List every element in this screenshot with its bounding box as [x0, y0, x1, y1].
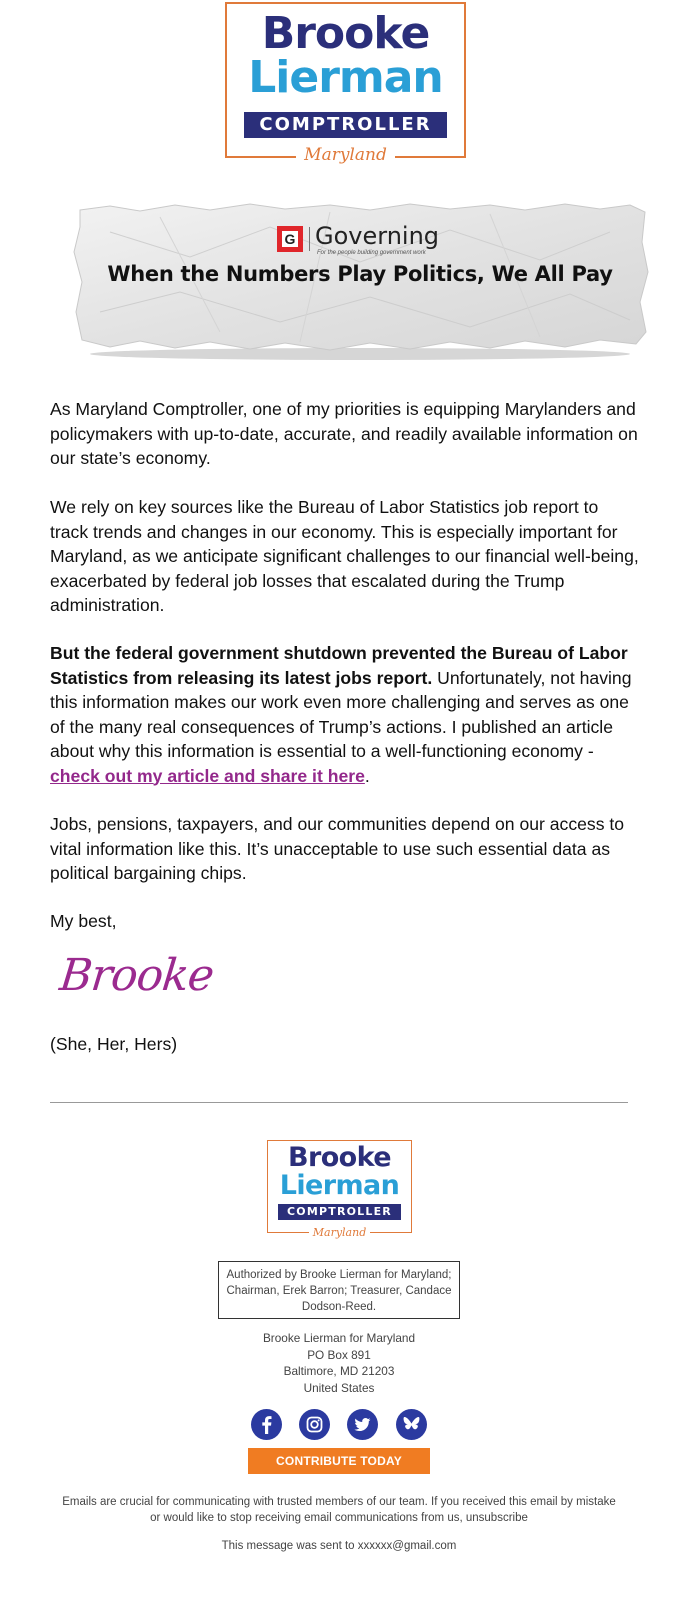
article-link[interactable]: check out my article and share it here: [50, 765, 365, 786]
article-banner[interactable]: [70, 202, 650, 362]
unsubscribe-link[interactable]: unsubscribe: [465, 1512, 528, 1524]
address-org: Brooke Lierman for Maryland: [262, 1331, 416, 1345]
banner-headline: When the Numbers Play Politics, We All Pay: [107, 262, 613, 286]
authorization-disclaimer: Authorized by Brooke Lierman for Maryland; Chairman, Erek Barron; Treasurer, Candace Dodson-Reed.: [218, 1261, 460, 1319]
address-line2: Baltimore, MD 21203: [283, 1364, 395, 1378]
instagram-icon[interactable]: [299, 1409, 330, 1440]
logo-last-name: Lierman: [248, 52, 443, 103]
footer-logo-state: Maryland: [309, 1226, 371, 1240]
shutdown-statement: But the federal government shutdown prevented the Bureau of Labor Statistics from releasing its latest jobs report.: [50, 643, 628, 688]
body-paragraph-2: We rely on key sources like the Bureau of Labor Statistics job report to track trends and changes in our economy. This is especially important for Maryland, as we anticipate significant challenges to our financial well-being, exacerbated by federal job losses that escalated during the Trump administration.: [50, 497, 639, 615]
pronouns: (She, Her, Hers): [50, 1034, 178, 1054]
mailing-address: [200, 1330, 478, 1396]
footer-logo: [267, 1140, 412, 1239]
logo-first-name: Brooke: [261, 8, 430, 59]
footer-logo-last-name: Lierman: [279, 1170, 400, 1201]
logo-office: COMPTROLLER: [244, 112, 447, 138]
governing-g-icon: G: [277, 226, 303, 252]
email-notice-text: Emails are crucial for communicating with trusted members of our team. If you received this email by mistake or would like to stop receiving email communications from us,: [62, 1496, 616, 1524]
facebook-icon[interactable]: [251, 1409, 282, 1440]
signature: Brooke: [57, 950, 216, 1001]
header-logo: [225, 2, 466, 165]
address-country: United States: [303, 1380, 375, 1395]
body-paragraph-1: As Maryland Comptroller, one of my priorities is equipping Marylanders and policymakers with up-to-date, accurate, and readily available information on our state’s economy.: [50, 399, 638, 468]
recipient-line: This message was sent to xxxxxx@gmail.com: [221, 1540, 457, 1552]
bluesky-icon[interactable]: [396, 1409, 427, 1440]
logo-state: Maryland: [296, 145, 395, 165]
footer-logo-office: COMPTROLLER: [278, 1204, 401, 1220]
body-paragraph-4: Jobs, pensions, taxpayers, and our communities depend on our access to vital information like this. It’s unacceptable to use such essential data as political bargaining chips.: [50, 814, 625, 883]
publication-tagline: For the people building government work: [317, 250, 426, 256]
footer-logo-first-name: Brooke: [288, 1142, 391, 1173]
address-line1: PO Box 891: [307, 1347, 371, 1362]
divider: [50, 1102, 628, 1103]
body-paragraph-3: But the federal government shutdown prevented the Bureau of Labor Statistics from releasing its latest jobs report. Unfortunately, not having this information makes our work even more challenging and serves as one of the many real consequences of Trump’s actions. I published an article about why this information is essential to a well-functioning economy - check out my article and share it here.: [50, 643, 632, 786]
recipient-email: xxxxxx@gmail.com: [357, 1540, 457, 1552]
paragraph-3-text: Unfortunately, not having this information makes our work even more challenging and serves as one of the many real consequences of Trump’s actions. I published an article about why this information is essential to a well-functioning economy -: [50, 667, 632, 761]
email-notice: [60, 1494, 618, 1526]
contribute-button[interactable]: CONTRIBUTE TODAY: [248, 1448, 430, 1474]
twitter-icon[interactable]: [347, 1409, 378, 1440]
closing-line: My best,: [50, 911, 117, 931]
publication-name: Governing: [315, 222, 440, 250]
